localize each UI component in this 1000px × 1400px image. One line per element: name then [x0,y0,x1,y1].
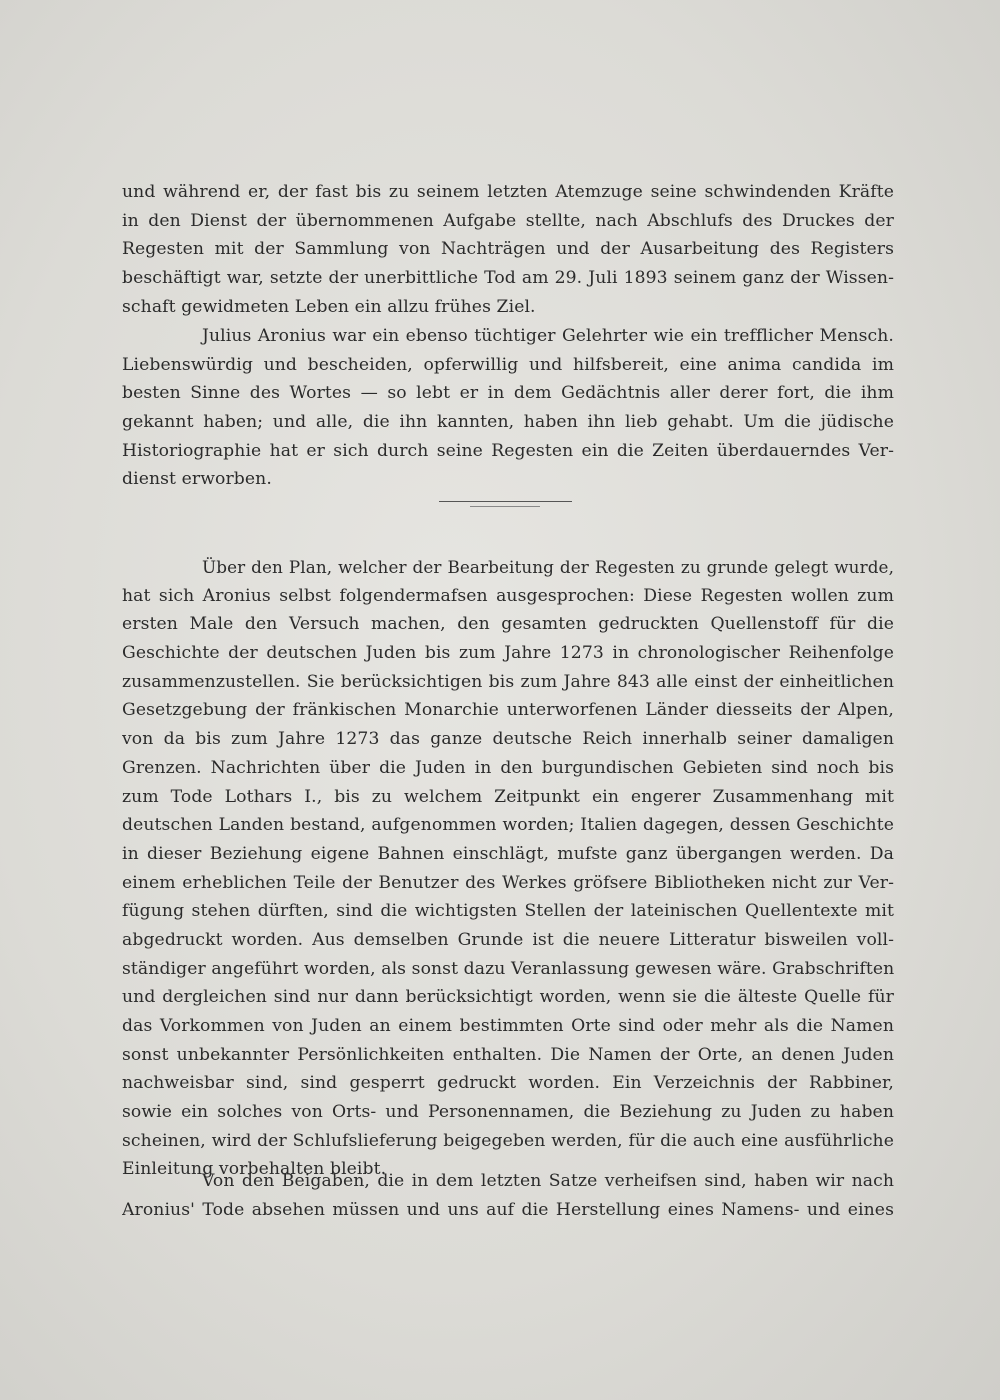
text-line: in dieser Beziehung eigene Bahnen einschlägt, mufste ganz übergangen werden. Da [122,843,894,864]
paragraph-2 [122,322,894,494]
text-line: beschäftigt war, setzte der unerbittliche Tod am 29. Juli 1893 seinem ganz der Wissen- [122,268,894,289]
section-divider [439,501,572,502]
text-line: abgedruckt worden. Aus demselben Grunde ist die neuere Litteratur bisweilen voll- [122,929,894,950]
text-line: deutschen Landen bestand, aufgenommen worden; Italien dagegen, dessen Geschichte [122,815,894,836]
text-line: in den Dienst der übernommenen Aufgabe stellte, nach Abschlufs des Druckes der [122,210,894,231]
text-line: dienst erworben. [122,469,272,490]
paragraph-4 [122,1167,894,1224]
text-line: Aronius' Tode absehen müssen und uns auf die Herstellung eines Namens- und eines [122,1199,894,1220]
text-line: zum Tode Lothars I., bis zu welchem Zeitpunkt ein engerer Zusammenhang mit [122,786,894,807]
text-line: und dergleichen sind nur dann berücksichtigt worden, wenn sie die älteste Quelle für [122,987,894,1008]
text-line: ständiger angeführt worden, als sonst dazu Veranlassung gewesen wäre. Grabschriften [122,958,894,979]
text-line: Historiographie hat er sich durch seine Regesten ein die Zeiten überdauerndes Ver- [122,440,894,461]
text-line: sowie ein solches von Orts- und Personennamen, die Beziehung zu Juden zu haben [122,1102,894,1123]
section-divider-secondary [470,506,540,507]
text-line: und während er, der fast bis zu seinem letzten Atemzuge seine schwindenden Kräfte [122,182,894,202]
text-line: Von den Beigaben, die in dem letzten Satze verheifsen sind, haben wir nach [202,1171,894,1191]
text-line: zusammenzustellen. Sie berücksichtigen bis zum Jahre 843 alle einst der einheitlichen [122,671,894,692]
text-line: besten Sinne des Wortes — so lebt er in dem Gedächtnis aller derer fort, die ihm [122,383,894,404]
text-line: ersten Male den Versuch machen, den gesamten gedruckten Quellenstoff für die [122,614,894,635]
text-line: Geschichte der deutschen Juden bis zum Jahre 1273 in chronologischer Reihenfolge [122,643,894,664]
text-line: fügung stehen dürften, sind die wichtigsten Stellen der lateinischen Quellentexte mit [122,901,894,922]
text-line: Julius Aronius war ein ebenso tüchtiger Gelehrter wie ein trefflicher Mensch. [202,326,894,346]
text-line: schaft gewidmeten Leben ein allzu frühes Ziel. [122,296,536,317]
text-line: das Vorkommen von Juden an einem bestimmten Orte sind oder mehr als die Namen [122,1016,894,1036]
text-line: Liebenswürdig und bescheiden, opferwillig und hilfsbereit, eine anima candida im [122,354,894,375]
text-line: Einleitung vorbehalten bleibt. [122,1159,387,1180]
text-line: scheinen, wird der Schlufslieferung beigegeben werden, für die auch eine ausführliche [122,1130,894,1151]
text-line: hat sich Aronius selbst folgendermafsen ausgesprochen: Diese Regesten wollen zum [122,585,894,606]
text-line: Über den Plan, welcher der Bearbeitung der Regesten zu grunde gelegt wurde, [202,557,894,577]
text-line: sonst unbekannter Persönlichkeiten enthalten. Die Namen der Orte, an denen Juden [122,1044,894,1065]
text-line: Grenzen. Nachrichten über die Juden in den burgundischen Gebieten sind noch bis [122,757,894,778]
text-line: einem erheblichen Teile der Benutzer des Werkes gröfsere Bibliotheken nicht zur Ver- [122,872,894,893]
text-line: von da bis zum Jahre 1273 das ganze deutsche Reich innerhalb seiner damaligen [122,729,894,750]
paragraph-1 [122,178,894,321]
text-line: Regesten mit der Sammlung von Nachträgen und der Ausarbeitung des Registers [122,239,894,260]
paragraph-3 [122,553,894,1184]
text-line: Gesetzgebung der fränkischen Monarchie unterworfenen Länder diesseits der Alpen, [122,700,894,721]
text-line: nachweisbar sind, sind gesperrt gedruckt worden. Ein Verzeichnis der Rabbiner, [122,1073,894,1094]
text-line: gekannt haben; und alle, die ihn kannten, haben ihn lieb gehabt. Um die jüdische [122,412,894,433]
